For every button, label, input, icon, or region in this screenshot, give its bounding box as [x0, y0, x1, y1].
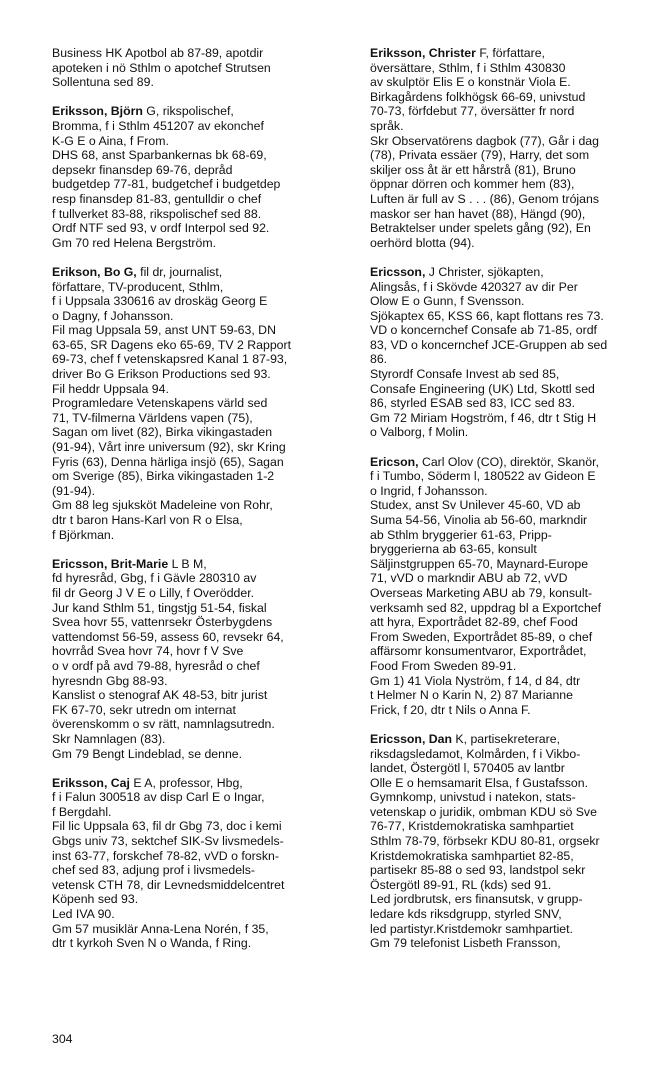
- entry-name: Ericsson,: [370, 264, 426, 279]
- entry-name: Eriksson, Björn: [52, 104, 143, 119]
- entry: [52, 265, 334, 542]
- entry-name: Ericsson, Dan: [370, 731, 453, 746]
- left-column: [52, 46, 334, 965]
- entry-text: [52, 104, 334, 250]
- entry-name: Eriksson, Caj: [52, 775, 130, 790]
- entry: [52, 776, 334, 951]
- entry-name: Ericson,: [370, 454, 419, 469]
- entry: [370, 46, 662, 250]
- entry: [370, 732, 662, 951]
- entry-body: F, författare, översättare, Sthlm, f i Sthlm 430830 av skulptör Elis E o konstnär Viola E. Birkagårdens folkhögsk 66-69, univstud 70-73, förfdebut 77, översätter fr nord språk. Skr Observatörens dagbok (77), Går i dag (78), Privata essäer (79), Harry, det som skiljer oss åt är ett hårstrå (81), Bruno öppnar dörren och kommer hem (83), Luften är full av S . . . (86), Genom trójans maskor ser han havet (88), Hängd (90), Betraktelser under spelets gång (92), En oerhörd blotta (94).: [370, 46, 599, 250]
- entry-name: Erikson, Bo G,: [52, 264, 137, 279]
- entry-body: L B M, fd hyresråd, Gbg, f i Gävle 280310 av fil dr Georg J V E o Lilly, f Overödder. Jur kand Sthlm 51, tingstjg 51-54, fiskal Svea hovr 55, vattenrsekr Österbygdens vattendomst 56-59, assess 60, revsekr 64, hovrråd Svea hovr 74, hovr f V Sve o v ordf på avd 79-88, hyresråd o chef hyresndn Gbg 88-93. Kanslist o stenograf AK 48-53, bitr jurist FK 67-70, sekr utredn om internat överenskomm o sv rätt, namnlagsutredn. Skr Namnlagen (83). Gm 79 Bengt Lindeblad, se denne.: [52, 556, 284, 761]
- entry-text: [370, 265, 662, 440]
- entry: [52, 46, 334, 90]
- right-column: [370, 46, 662, 965]
- entry-name: Eriksson, Christer: [370, 46, 476, 60]
- entry-text: [52, 557, 334, 761]
- entry-body: G, rikspolischef, Bromma, f i Sthlm 451207 av ekonchef K-G E o Aina, f From. DHS 68, anst Sparbankernas bk 68-69, depsekr finansdep 69-76, depråd budgetdep 77-81, budgetchef i budgetdep resp finansdep 81-83, gentulldir o chef f tullverket 83-88, rikspolischef sed 88. Ordf NTF sed 93, v ordf Interpol sed 92. Gm 70 red Helena Bergström.: [52, 104, 281, 250]
- entry-body: Carl Olov (CO), direktör, Skanör, f i Tumbo, Söderm l, 180522 av Gideon E o Ingrid, f Johansson. Studex, anst Sv Unilever 45-60, VD ab Suma 54-56, Vinolia ab 56-60, markndir ab Sthlm bryggerier 61-63, Pripp- bryggerierna ab 63-65, konsult Säljinstgruppen 65-70, Maynard-Europe 71, vVD o markndir ABU ab 72, vVD Overseas Marketing ABU ab 79, konsult- verksamh sed 82, uppdrag bl a Exportchef att hyra, Exportrådet 82-89, chef Food From Sweden, Exportrådet 85-89, o chef affärsomr konsumentvaror, Exportrådet, Food From Sweden 89-91. Gm 1) 41 Viola Nyström, f 14, d 84, dtr t Helmer N o Karin N, 2) 87 Marianne Frick, f 20, dtr t Nils o Anna F.: [370, 454, 602, 717]
- page-number: 304: [52, 1032, 73, 1046]
- entry: [52, 557, 334, 761]
- entry-name: Ericsson, Brit-Marie: [52, 556, 169, 571]
- entry-text: [370, 455, 662, 718]
- entry-body: Business HK Apotbol ab 87-89, apotdir apoteken i nö Sthlm o apotchef Strutsen Sollentuna sed 89.: [52, 46, 271, 90]
- entry: [370, 265, 662, 440]
- entry-body: E A, professor, Hbg, f i Falun 300518 av disp Carl E o Ingar, f Bergdahl. Fil lic Uppsala 63, fil dr Gbg 73, doc i kemi Gbgs univ 73, sektchef SIK-Sv livsmedels- inst 63-77, forskchef 78-82, vVD o forskn- chef sed 83, adjung prof i livsmedels- vetensk CTH 78, dir Levnedsmiddelcentret Köpenh sed 93. Led IVA 90. Gm 57 musiklär Anna-Lena Norén, f 35, dtr t kyrkoh Sven N o Wanda, f Ring.: [52, 775, 285, 951]
- entry-body: J Christer, sjökapten, Alingsås, f i Skövde 420327 av dir Per Olow E o Gunn, f Svensson. Sjökaptex 65, KSS 66, kapt flottans res 73. VD o koncernchef Consafe ab 71-85, ordf 83, VD o koncernchef JCE-Gruppen ab sed 86. Styrordf Consafe Invest ab sed 85, Consafe Engineering (UK) Ltd, Skottl sed 86, styrled ESAB sed 83, ICC sed 83. Gm 72 Miriam Hogström, f 46, dtr t Stig H o Valborg, f Molin.: [370, 264, 608, 440]
- entry-text: [370, 46, 662, 250]
- entry-text: [52, 776, 334, 951]
- entry: [52, 104, 334, 250]
- entry-text: [52, 46, 334, 90]
- entry-body: K, partisekreterare, riksdagsledamot, Kolmården, f i Vikbo- landet, Östergötl l, 570405 av lantbr Olle E o hemsamarit Elsa, f Gustafsson. Gymnkomp, univstud i natekon, stats- vetenskap o juridik, ombman KDU sö Sve 76-77, Kristdemokratiska samhpartiet Sthlm 78-79, förbsekr KDU 80-81, orgsekr Kristdemokratiska samhpartiet 82-85, partisekr 85-88 o sed 93, landstpol sekr Östergötl 89-91, RL (kds) sed 91. Led jordbrutsk, ers finansutsk, v grupp- ledare kds riksdgrupp, styrled SNV, led partistyr.Kristdemokr samhpartiet. Gm 79 telefonist Lisbeth Fransson,: [370, 731, 600, 951]
- entry: [370, 455, 662, 718]
- entry-text: [52, 265, 334, 542]
- entry-body: fil dr, journalist, författare, TV-producent, Sthlm, f i Uppsala 330616 av droskäg Georg E o Dagny, f Johansson. Fil mag Uppsala 59, anst UNT 59-63, DN 63-65, SR Dagens eko 65-69, TV 2 Rapport 69-73, chef f vetenskapsred Kanal 1 87-93, driver Bo G Erikson Productions sed 93. Fil heddr Uppsala 94. Programledare Vetenskapens värld sed 71, TV-filmerna Världens vapen (75), Sagan om livet (82), Birka vikingastaden (91-94), Vårt inre universum (92), skr Kring Fyris (63), Denna härliga insjö (65), Sagan om Sverige (85), Birka vikingastaden 1-2 (91-94). Gm 88 leg sjuksköt Madeleine von Rohr, dtr t baron Hans-Karl von R o Elsa, f Björkman.: [52, 264, 292, 542]
- entry-text: [370, 732, 662, 951]
